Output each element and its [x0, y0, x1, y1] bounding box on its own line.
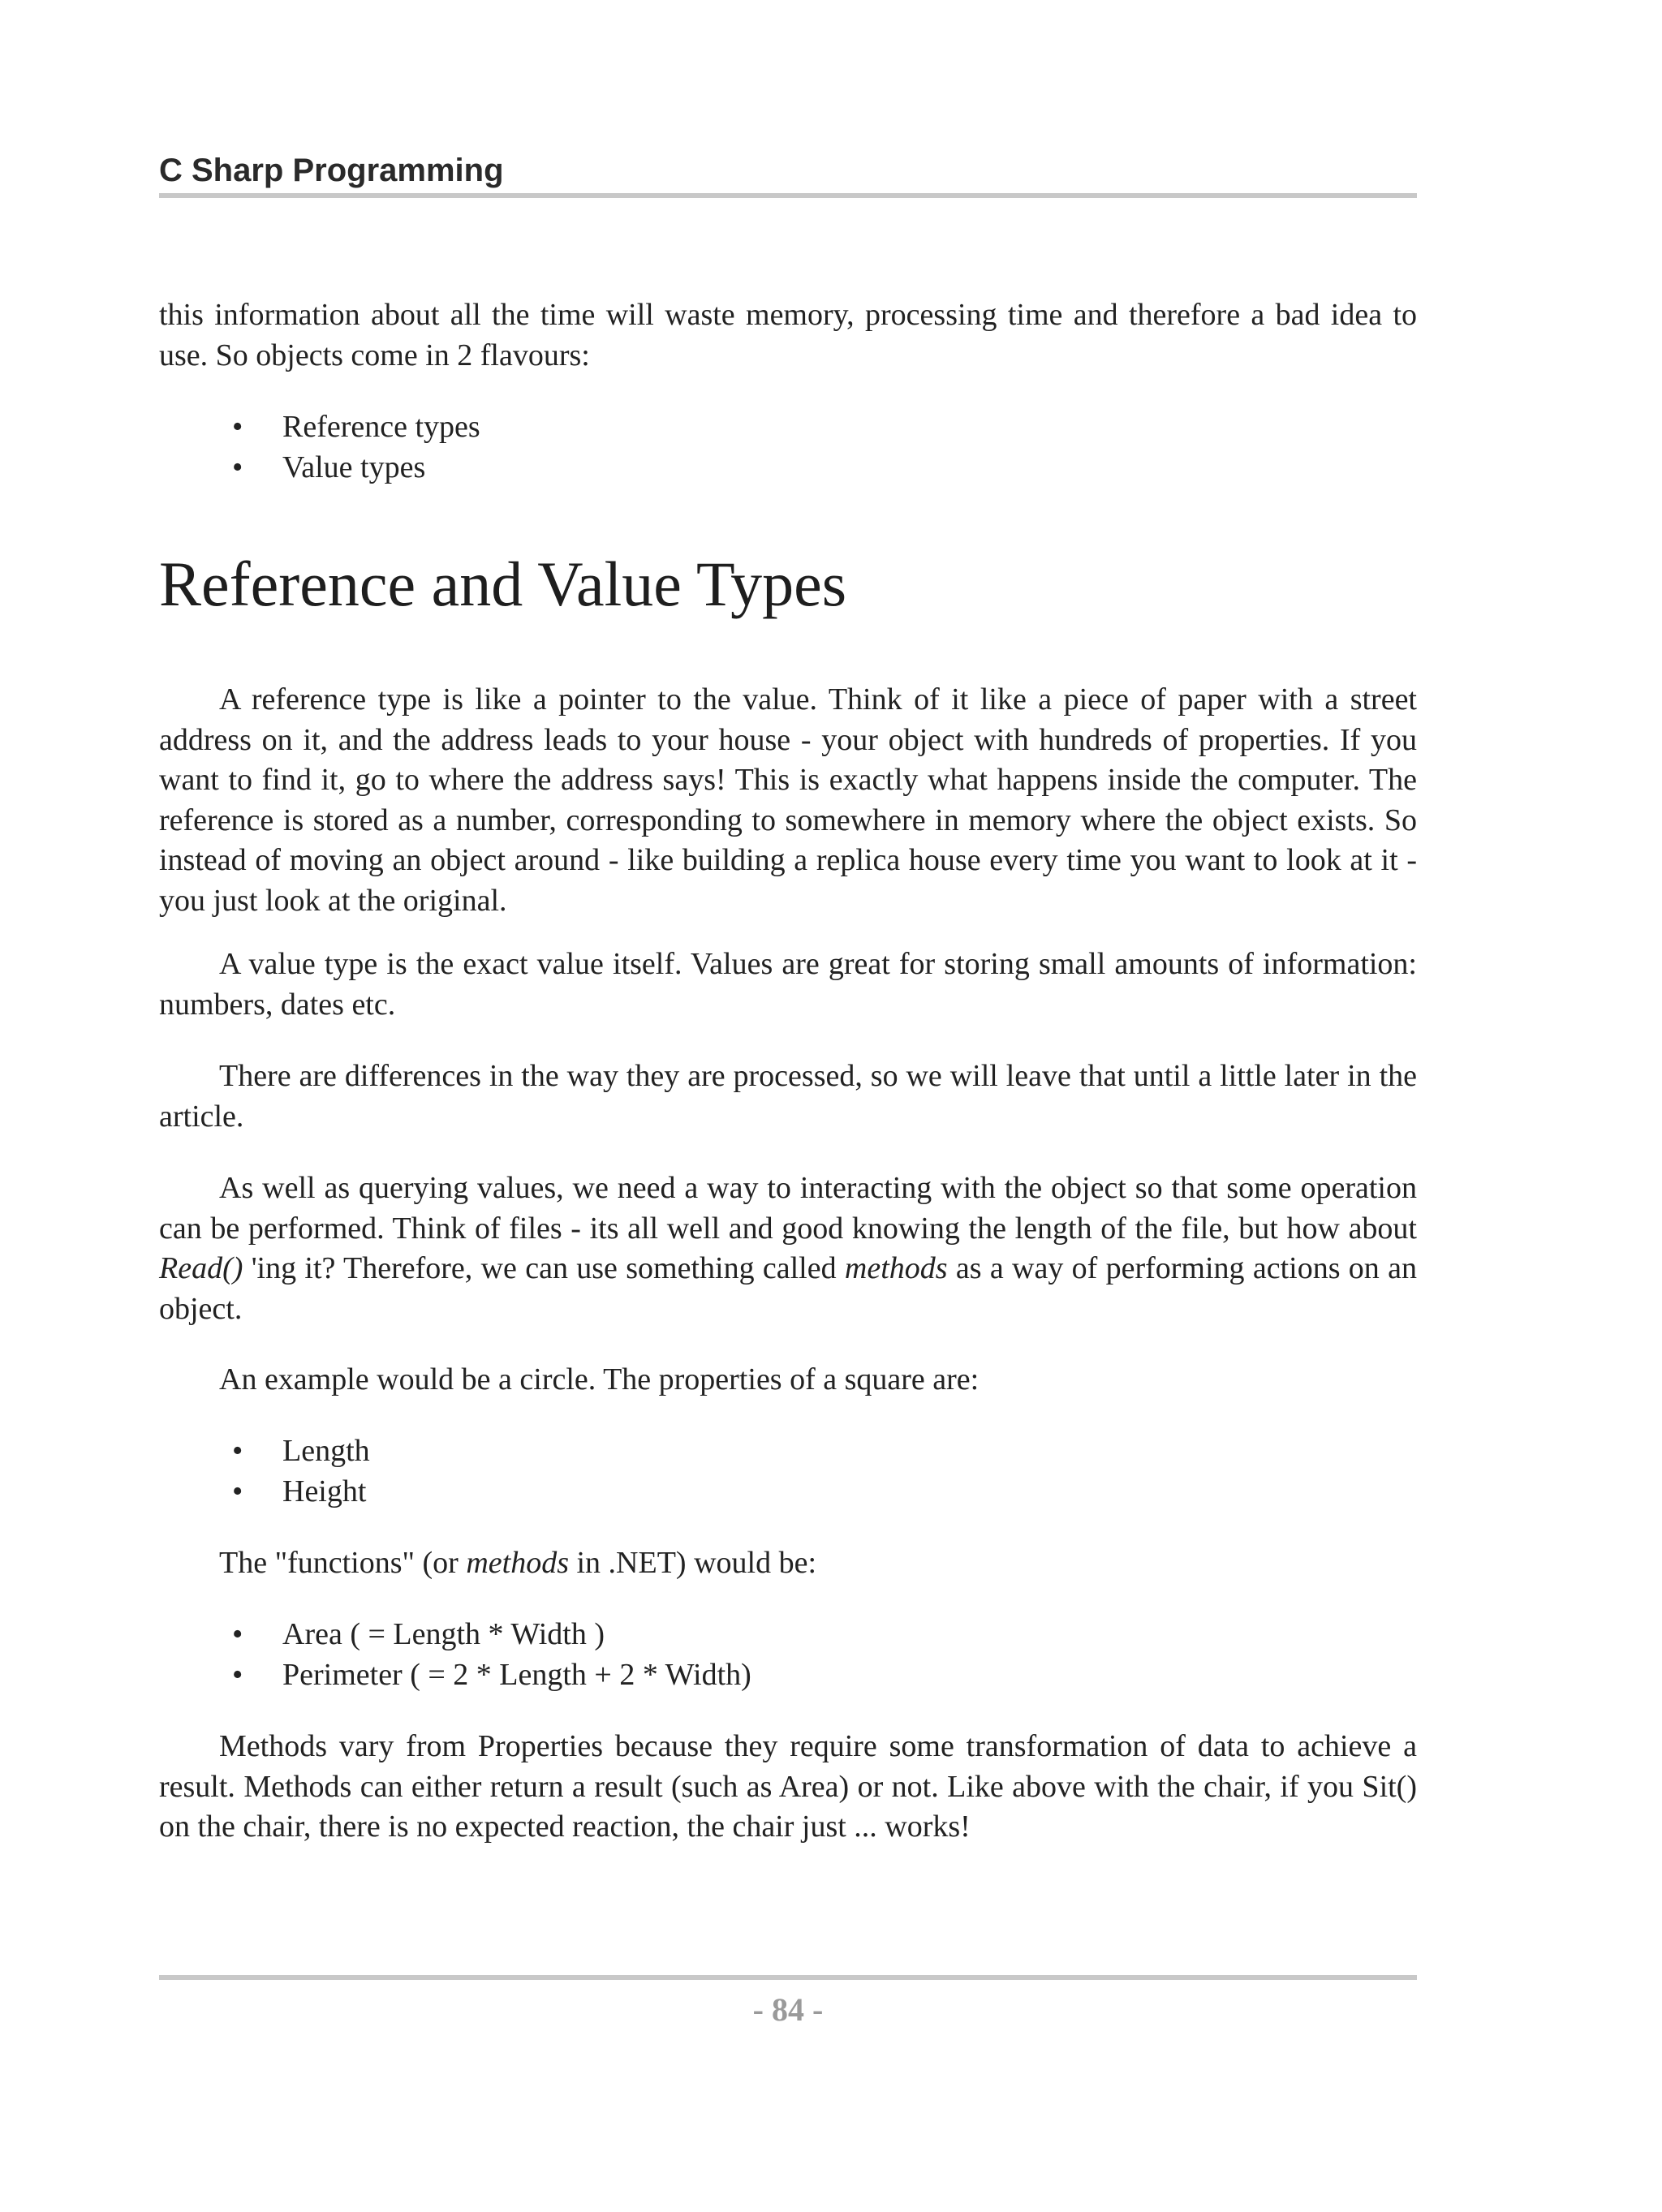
querying-text-2: 'ing it? Therefore, we can use something called — [243, 1251, 845, 1285]
header-rule — [159, 193, 1417, 198]
flavours-list — [159, 407, 1417, 488]
value-type-paragraph: A value type is the exact value itself. Values are great for storing small amounts of information: numbers, dates etc. — [159, 947, 1417, 1022]
list-item — [159, 448, 1417, 488]
properties-list — [159, 1431, 1417, 1512]
functions-intro-block — [159, 1543, 1417, 1584]
list-item — [159, 1431, 1417, 1472]
bullet-icon: • — [232, 1657, 243, 1692]
methods-vary-paragraph: Methods vary from Properties because they require some transformation of data to achieve a result. Methods can either return a result (such as Area) or not. Like above with the chair, if you Sit() on the chair, there is no expected reaction, the chair just ... works! — [159, 1729, 1417, 1844]
page-number: - 84 - — [752, 1991, 824, 2028]
functions-list — [159, 1615, 1417, 1695]
list-item-label: Height — [282, 1474, 367, 1508]
querying-block — [159, 1168, 1417, 1329]
querying-text-1: As well as querying values, we need a way to interacting with the object so that some operation can be performed. Think of files - its all well and good knowing the length of the file, but how about — [159, 1171, 1417, 1246]
intro-paragraph-block — [159, 295, 1417, 376]
bullet-icon: • — [232, 1474, 243, 1508]
functions-intro-paragraph — [159, 1543, 1417, 1584]
list-item-label: Length — [282, 1434, 370, 1468]
methods-term: methods — [844, 1251, 948, 1285]
value-type-block — [159, 945, 1417, 1025]
list-item — [159, 1655, 1417, 1696]
list-item-label: Reference types — [282, 410, 480, 444]
bullet-icon: • — [232, 450, 243, 484]
functions-text-2: in .NET) would be: — [569, 1546, 817, 1580]
read-method-term: Read() — [159, 1251, 243, 1285]
list-item — [159, 407, 1417, 448]
differences-paragraph: There are differences in the way they are processed, so we will leave that until a little later in the article. — [159, 1059, 1417, 1134]
list-item — [159, 1615, 1417, 1655]
list-item — [159, 1472, 1417, 1513]
bullet-icon: • — [232, 1617, 243, 1651]
methods-vary-block — [159, 1727, 1417, 1848]
querying-paragraph — [159, 1168, 1417, 1329]
reference-type-paragraph: A reference type is like a pointer to the value. Think of it like a piece of paper with a street address on it, and the address leads to your house - your object with hundreds of properties. If you want to find it, go to where the address says! This is exactly what happens inside the computer. The reference is stored as a number, corresponding to somewhere in memory where the object exists. So instead of moving an object around - like building a replica house every time you want to look at it - you just look at the original. — [159, 682, 1417, 918]
functions-text-1: The "functions" (or — [219, 1546, 467, 1580]
example-block — [159, 1360, 1417, 1401]
list-item-label: Value types — [282, 450, 426, 484]
example-paragraph: An example would be a circle. The properties of a square are: — [219, 1362, 980, 1396]
section-heading: Reference and Value Types — [159, 549, 847, 619]
methods-term: methods — [466, 1546, 569, 1580]
bullet-icon: • — [232, 1434, 243, 1468]
running-header: C Sharp Programming — [159, 153, 504, 188]
list-item-label: Perimeter ( = 2 * Length + 2 * Width) — [282, 1657, 751, 1692]
list-item-label: Area ( = Length * Width ) — [282, 1617, 605, 1651]
differences-block — [159, 1057, 1417, 1137]
reference-type-block — [159, 680, 1417, 921]
bullet-icon: • — [232, 410, 243, 444]
footer-rule — [159, 1975, 1417, 1980]
querying-text-3: as a way of performing actions on an object. — [159, 1251, 1417, 1326]
intro-paragraph: this information about all the time will waste memory, processing time and therefore a bad idea to use. So objects come in 2 flavours: — [159, 298, 1417, 372]
book-page — [159, 0, 1417, 2212]
